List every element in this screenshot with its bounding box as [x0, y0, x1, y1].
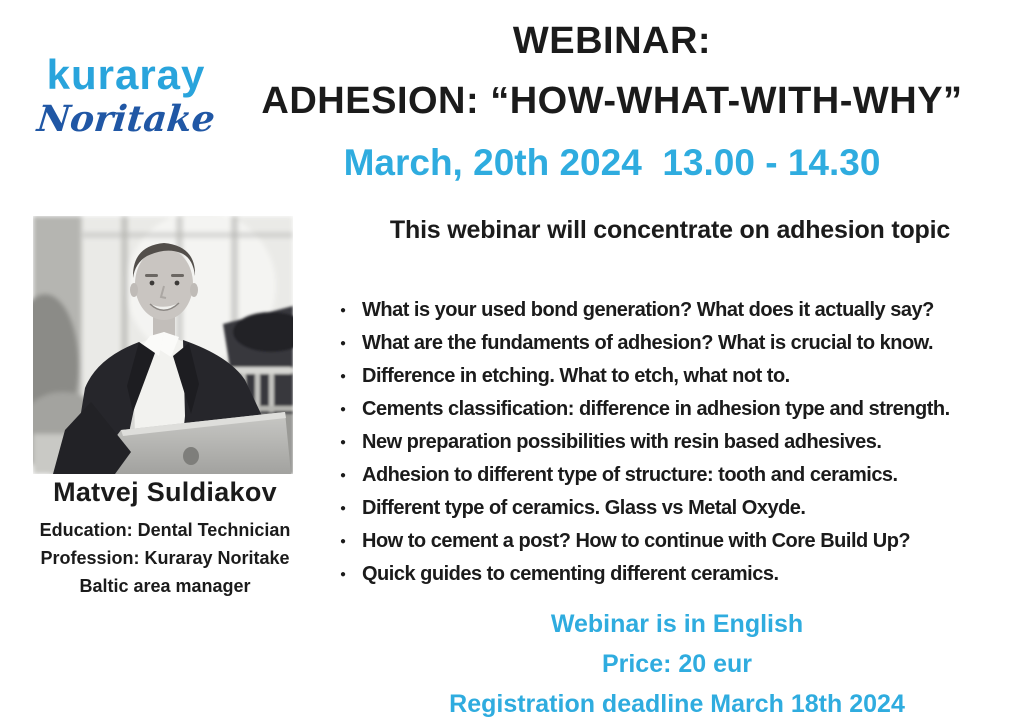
topic-item: ● What are the fundaments of adhesion? What is crucial to know. [336, 327, 1024, 360]
speaker-bio-line: Profession: Kuraray Noritake [40, 548, 290, 568]
webinar-subtitle: This webinar will concentrate on adhesion topic [389, 216, 951, 244]
kuraray-noritake-logo [35, 51, 217, 140]
kuraray-wordmark: kuraray [46, 51, 206, 98]
noritake-wordmark: Noritake [35, 98, 217, 140]
footer-line: Price: 20 eur [601, 650, 753, 678]
footer-line: Registration deadline March 18th 2024 [449, 690, 905, 718]
topic-item: ● Difference in etching. What to etch, what not to. [336, 360, 1024, 393]
topic-item: ● Different type of ceramics. Glass vs Metal Oxyde. [336, 492, 1024, 525]
topic-item: ● What is your used bond generation? What does it actually say? [336, 294, 1024, 327]
topic-item: ● Cements classification: difference in adhesion type and strength. [336, 393, 1024, 426]
webinar-date: March, 20th 2024 13.00 - 14.30 [343, 142, 881, 183]
speaker-photo-art [33, 216, 293, 474]
topics-list [336, 294, 1024, 591]
topic-item: ● Adhesion to different type of structure: tooth and ceramics. [336, 459, 1024, 492]
speaker-bio-line: Education: Dental Technician [39, 520, 291, 540]
webinar-topic-title: ADHESION: “HOW-WHAT-WITH-WHY” [261, 80, 963, 122]
footer-line: Webinar is in English [550, 610, 804, 638]
webinar-title: WEBINAR: [512, 20, 712, 62]
speaker-name: Matvej Suldiakov [53, 477, 277, 507]
title-block [200, 20, 1024, 184]
speaker-photo [33, 216, 293, 474]
topic-item: ● How to cement a post? How to continue with Core Build Up? [336, 525, 1024, 558]
speaker-bio [0, 516, 330, 600]
speaker-bio-line: Baltic area manager [79, 576, 251, 596]
topic-item: ● Quick guides to cementing different ceramics. [336, 558, 1024, 591]
footer-info [330, 604, 1024, 724]
topic-item: ● New preparation possibilities with resin based adhesives. [336, 426, 1024, 459]
